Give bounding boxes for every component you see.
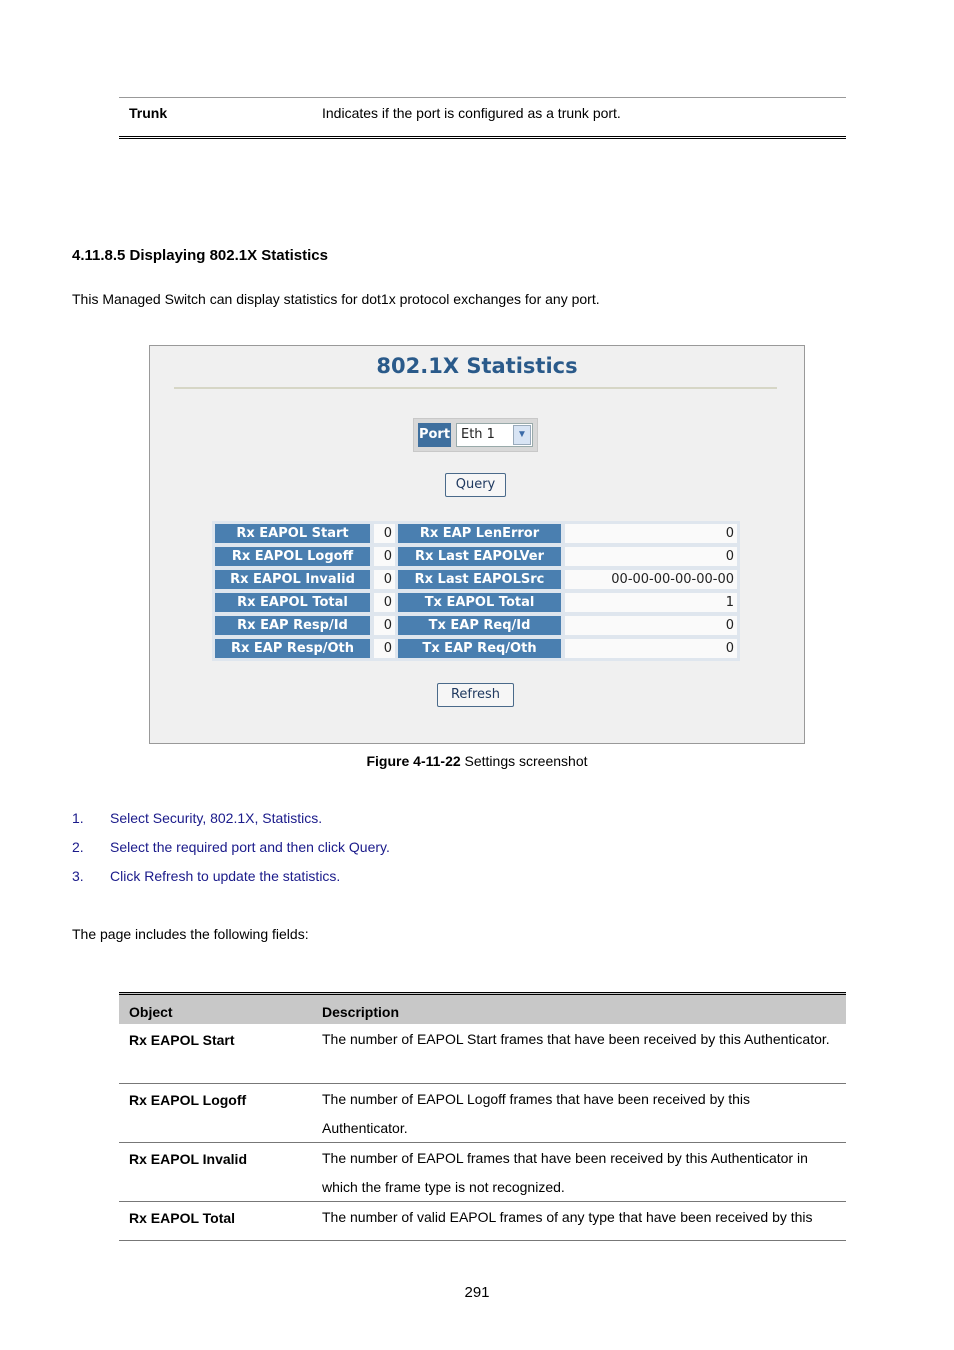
refresh-button[interactable]: Refresh — [437, 683, 514, 707]
stat-label-rx-last-eapolver: Rx Last EAPOLVer — [398, 547, 561, 566]
figure-caption-text: Settings screenshot — [460, 753, 588, 769]
table-header — [119, 992, 846, 1024]
stat-value-rx-eapol-total: 0 — [374, 593, 395, 612]
description-cell: The number of EAPOL Start frames that have been received by this Authenticator. — [322, 1031, 830, 1047]
stat-value-rx-eap-resp-id: 0 — [374, 616, 395, 635]
list-item — [72, 810, 672, 830]
list-item — [72, 868, 672, 888]
header-object: Object — [129, 1004, 173, 1020]
stat-value-tx-eapol-total: 1 — [565, 593, 737, 612]
trunk-table — [119, 97, 846, 139]
stat-value-rx-eap-resp-oth: 0 — [374, 639, 395, 658]
section-heading: 4.11.8.5 Displaying 802.1X Statistics — [72, 247, 328, 264]
list-item — [72, 839, 672, 859]
object-cell: Rx EAPOL Total — [129, 1210, 236, 1226]
description-cell: The number of EAPOL frames that have been received by this Authenticator in which the frame type is not recognized. — [322, 1150, 808, 1195]
object-cell: Trunk — [129, 105, 168, 121]
stat-label-tx-eap-req-oth: Tx EAP Req/Oth — [398, 639, 561, 658]
description-cell: The number of valid EAPOL frames of any type that have been received by this — [322, 1209, 813, 1225]
object-cell: Rx EAPOL Invalid — [129, 1151, 247, 1167]
port-label: Port — [418, 423, 451, 447]
figure-caption — [0, 753, 954, 769]
port-dropdown[interactable] — [456, 423, 533, 447]
port-dropdown-value: Eth 1 — [461, 427, 495, 442]
stat-value-rx-eapol-logoff: 0 — [374, 547, 395, 566]
page-number: 291 — [464, 1284, 490, 1301]
table-row — [119, 1202, 846, 1241]
stat-label-rx-eap-lenerror: Rx EAP LenError — [398, 524, 561, 543]
step-number: 3. — [72, 868, 84, 884]
step-text: Select the required port and then click Query. — [110, 839, 390, 855]
chevron-down-icon[interactable]: ▼ — [513, 425, 531, 445]
stat-label-rx-last-eapolsrc: Rx Last EAPOLSrc — [398, 570, 561, 589]
query-button[interactable]: Query — [445, 473, 506, 497]
fields-intro: The page includes the following fields: — [72, 926, 309, 942]
statistics-grid — [212, 521, 740, 661]
stat-value-rx-eap-lenerror: 0 — [565, 524, 737, 543]
table-row — [119, 97, 846, 139]
port-selector — [413, 418, 538, 452]
stat-label-rx-eapol-total: Rx EAPOL Total — [215, 593, 370, 612]
stat-label-tx-eap-req-id: Tx EAP Req/Id — [398, 616, 561, 635]
object-cell: Rx EAPOL Logoff — [129, 1092, 247, 1108]
stat-value-tx-eap-req-oth: 0 — [565, 639, 737, 658]
step-number: 1. — [72, 810, 84, 826]
description-cell: The number of EAPOL Logoff frames that have been received by this Authenticator. — [322, 1091, 751, 1136]
stat-value-rx-last-eapolsrc: 00-00-00-00-00-00 — [565, 570, 737, 589]
table-row — [119, 1024, 846, 1084]
stat-label-tx-eapol-total: Tx EAPOL Total — [398, 593, 561, 612]
header-description: Description — [322, 1004, 400, 1020]
object-cell: Rx EAPOL Start — [129, 1032, 235, 1048]
figure-number: Figure 4-11-22 — [366, 753, 461, 769]
table-row — [119, 1084, 846, 1143]
description-cell: Indicates if the port is configured as a trunk port. — [322, 105, 621, 121]
stat-label-rx-eap-resp-id: Rx EAP Resp/Id — [215, 616, 370, 635]
stat-value-rx-last-eapolver: 0 — [565, 547, 737, 566]
step-number: 2. — [72, 839, 84, 855]
stat-value-tx-eap-req-id: 0 — [565, 616, 737, 635]
stat-value-rx-eapol-invalid: 0 — [374, 570, 395, 589]
panel-title: 802.1X Statistics — [376, 354, 578, 378]
statistics-screenshot — [149, 345, 805, 744]
stat-value-rx-eapol-start: 0 — [374, 524, 395, 543]
intro-paragraph: This Managed Switch can display statistics for dot1x protocol exchanges for any port. — [72, 291, 600, 307]
stat-label-rx-eapol-invalid: Rx EAPOL Invalid — [215, 570, 370, 589]
stat-label-rx-eapol-logoff: Rx EAPOL Logoff — [215, 547, 370, 566]
step-text: Click Refresh to update the statistics. — [110, 868, 341, 884]
stat-label-rx-eap-resp-oth: Rx EAP Resp/Oth — [215, 639, 370, 658]
title-divider — [174, 387, 777, 389]
step-text: Select Security, 802.1X, Statistics. — [110, 810, 323, 826]
stat-label-rx-eapol-start: Rx EAPOL Start — [215, 524, 370, 543]
table-row — [119, 1143, 846, 1202]
